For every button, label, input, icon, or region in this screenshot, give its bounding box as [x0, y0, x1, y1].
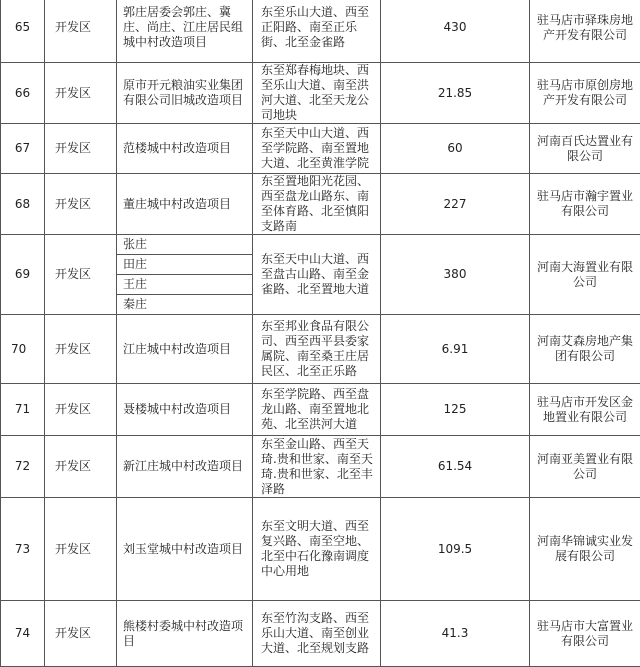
row-number: 74	[1, 601, 45, 667]
area-cell: 125	[381, 384, 530, 436]
table-row	[1, 601, 640, 667]
table-row	[1, 235, 640, 315]
developer-cell: 驻马店市瀚宇置业有限公司	[530, 174, 640, 235]
area-cell: 6.91	[381, 315, 530, 384]
sub-village: 张庄	[117, 235, 252, 254]
row-number: 69	[1, 235, 45, 315]
area-cell: 60	[381, 124, 530, 174]
project-cell: 江庄城中村改造项目	[117, 315, 253, 384]
table-row	[1, 498, 640, 601]
row-number: 65	[1, 0, 45, 63]
sub-village-cell	[117, 235, 253, 315]
project-cell: 刘玉堂城中村改造项目	[117, 498, 253, 601]
district-cell: 开发区	[45, 63, 117, 124]
sub-village: 田庄	[117, 254, 252, 274]
table-row	[1, 384, 640, 436]
table-row	[1, 0, 640, 63]
location-cell: 东至金山路、西至天琦.贵和世家、南至天琦.贵和世家、北至丰泽路	[253, 436, 381, 498]
table-row	[1, 315, 640, 384]
project-cell: 聂楼城中村改造项目	[117, 384, 253, 436]
row-number: 73	[1, 498, 45, 601]
location-cell: 东至天中山大道、西至盘古山路、南至金雀路、北至置地大道	[253, 235, 381, 315]
district-cell: 开发区	[45, 384, 117, 436]
developer-cell: 河南华锦诚实业发展有限公司	[530, 498, 640, 601]
table-row	[1, 436, 640, 498]
row-number: 72	[1, 436, 45, 498]
developer-cell: 河南艾森房地产集团有限公司	[530, 315, 640, 384]
district-cell: 开发区	[45, 498, 117, 601]
location-cell: 东至郑春梅地块、西至乐山大道、南至洪河大道、北至天龙公司地块	[253, 63, 381, 124]
project-cell: 原市开元粮油实业集团有限公司旧城改造项目	[117, 63, 253, 124]
project-cell: 新江庄城中村改造项目	[117, 436, 253, 498]
developer-cell: 河南大海置业有限公司	[530, 235, 640, 315]
developer-cell: 河南百氏达置业有限公司	[530, 124, 640, 174]
location-cell: 东至乐山大道、西至正阳路、南至正乐街、北至金雀路	[253, 0, 381, 63]
location-cell: 东至邦业食品有限公司、西至西平县委家属院、南至桑王庄居民区、北至正乐路	[253, 315, 381, 384]
location-cell: 东至文明大道、西至复兴路、南至空地、北至中石化豫南调度中心用地	[253, 498, 381, 601]
location-cell: 东至竹沟支路、西至乐山大道、南至创业大道、北至规划支路	[253, 601, 381, 667]
developer-cell: 驻马店市大富置业有限公司	[530, 601, 640, 667]
table-row	[1, 124, 640, 174]
district-cell: 开发区	[45, 174, 117, 235]
developer-cell: 驻马店市开发区金地置业有限公司	[530, 384, 640, 436]
area-cell: 227	[381, 174, 530, 235]
table-row	[1, 63, 640, 124]
row-number: 68	[1, 174, 45, 235]
location-cell: 东至置地阳光花园、西至盘龙山路东、南至体育路、北至慎阳支路南	[253, 174, 381, 235]
district-cell: 开发区	[45, 436, 117, 498]
row-number: 70	[1, 315, 45, 384]
area-cell: 41.3	[381, 601, 530, 667]
project-cell: 熊楼村委城中村改造项目	[117, 601, 253, 667]
area-cell: 380	[381, 235, 530, 315]
sub-village: 王庄	[117, 274, 252, 294]
location-cell: 东至学院路、西至盘龙山路、南至置地北苑、北至洪河大道	[253, 384, 381, 436]
area-cell: 61.54	[381, 436, 530, 498]
district-cell: 开发区	[45, 235, 117, 315]
location-cell: 东至天中山大道、西至学院路、南至置地大道、北至黄淮学院	[253, 124, 381, 174]
area-cell: 430	[381, 0, 530, 63]
area-cell: 109.5	[381, 498, 530, 601]
sub-village: 秦庄	[117, 295, 252, 314]
district-cell: 开发区	[45, 0, 117, 63]
district-cell: 开发区	[45, 124, 117, 174]
developer-cell: 驻马店市原创房地产开发有限公司	[530, 63, 640, 124]
row-number: 71	[1, 384, 45, 436]
row-number: 66	[1, 63, 45, 124]
project-cell: 范楼城中村改造项目	[117, 124, 253, 174]
sub-village-list	[117, 235, 252, 314]
developer-cell: 驻马店市驿珠房地产开发有限公司	[530, 0, 640, 63]
table-row	[1, 174, 640, 235]
project-cell: 董庄城中村改造项目	[117, 174, 253, 235]
developer-cell: 河南亚美置业有限公司	[530, 436, 640, 498]
row-number: 67	[1, 124, 45, 174]
project-cell: 郭庄居委会郭庄、冀庄、尚庄、江庄居民组城中村改造项目	[117, 0, 253, 63]
district-cell: 开发区	[45, 601, 117, 667]
district-cell: 开发区	[45, 315, 117, 384]
area-cell: 21.85	[381, 63, 530, 124]
